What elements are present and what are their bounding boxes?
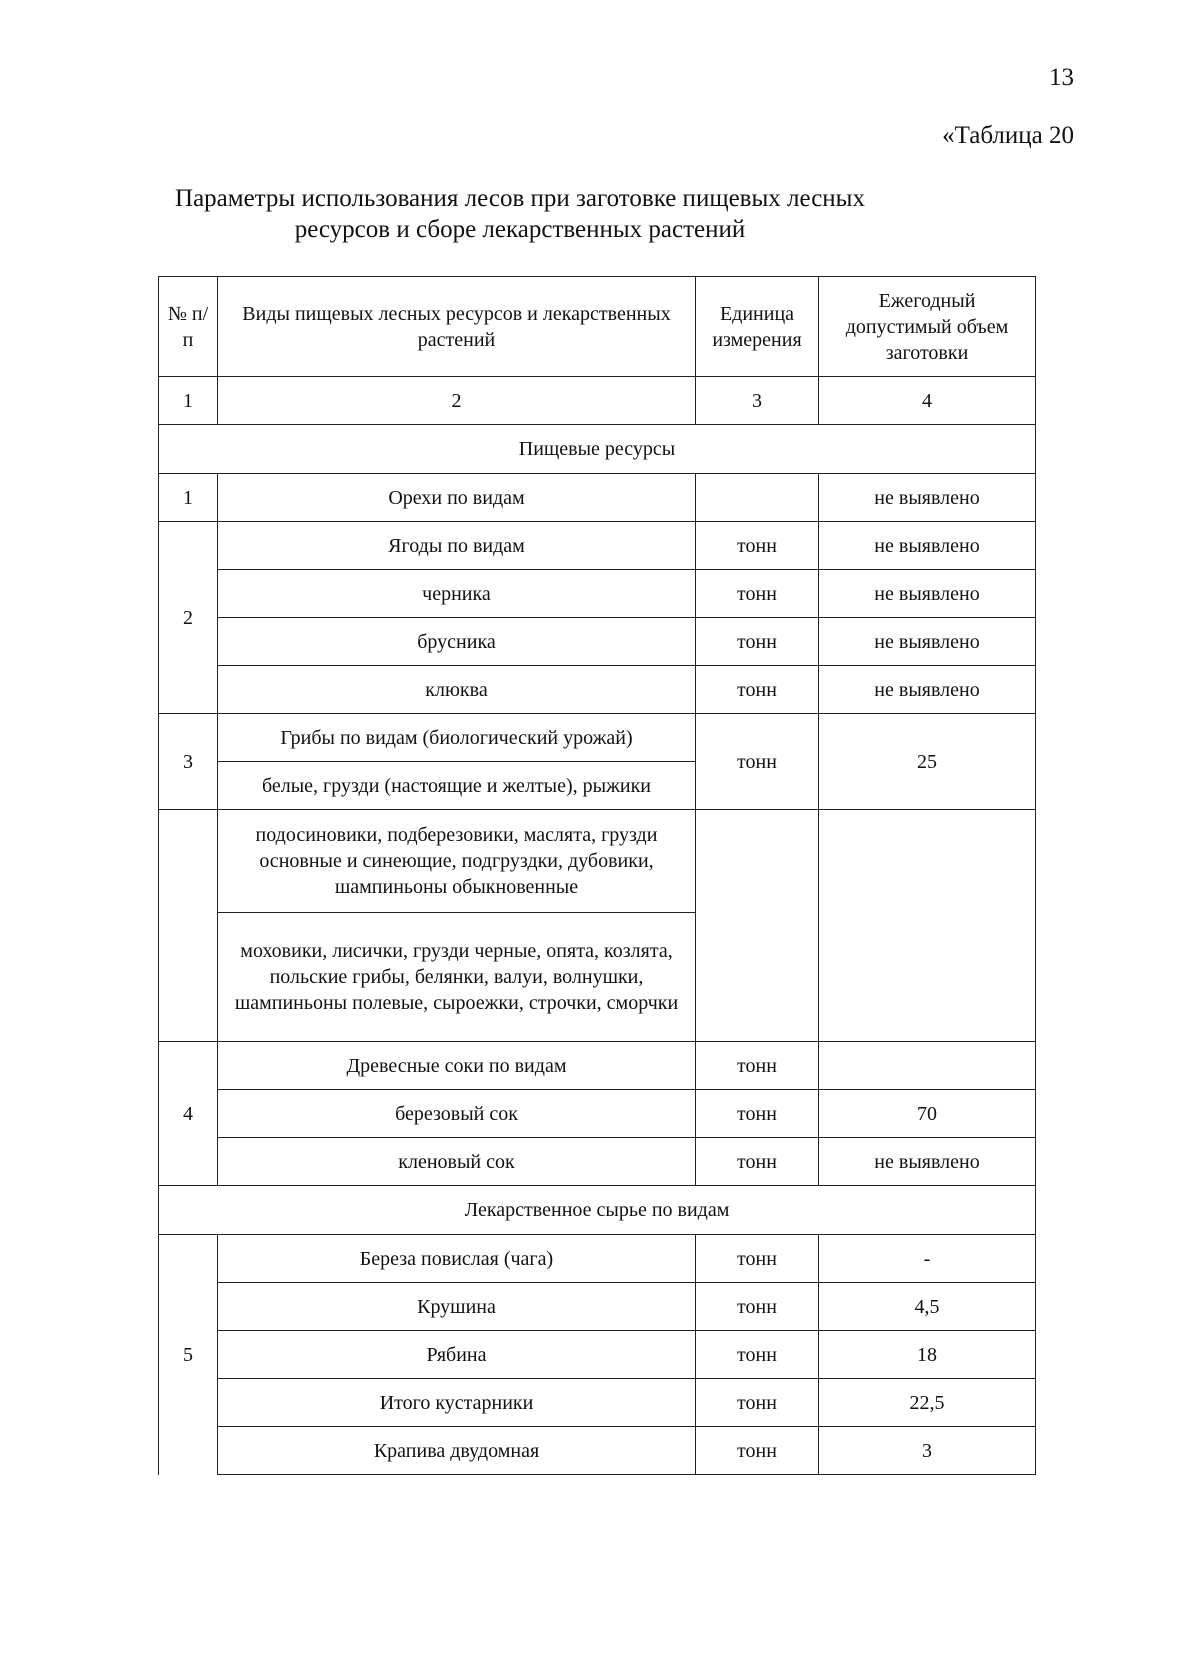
table-row	[159, 1042, 1036, 1090]
table-row	[159, 810, 1036, 913]
volume-cell: 70	[819, 1090, 1036, 1138]
volume-cell: 22,5	[819, 1379, 1036, 1427]
resource-name: Крапива двудомная	[218, 1427, 696, 1475]
column-number-row	[159, 377, 1036, 425]
volume-cell: 4,5	[819, 1283, 1036, 1331]
table-row	[159, 1090, 1036, 1138]
volume-cell: не выявлено	[819, 522, 1036, 570]
table-row	[159, 714, 1036, 762]
row-number	[159, 810, 218, 1042]
table-row	[159, 474, 1036, 522]
resource-name: Ягоды по видам	[218, 522, 696, 570]
table-row	[159, 1283, 1036, 1331]
unit-cell: тонн	[696, 570, 819, 618]
volume-cell: -	[819, 1235, 1036, 1283]
column-number: 2	[218, 377, 696, 425]
table-row	[159, 1427, 1036, 1475]
table-row	[159, 570, 1036, 618]
header-volume: Ежегодный допустимый объем заготовки	[819, 277, 1036, 377]
section-title-medicinal: Лекарственное сырье по видам	[159, 1186, 1036, 1235]
resource-name: моховики, лисички, грузди черные, опята, козлята, польские грибы, белянки, валуи, волнушки, шампиньоны полевые, сыроежки, строчки, сморчки	[218, 913, 696, 1042]
header-kind: Виды пищевых лесных ресурсов и лекарственных растений	[218, 277, 696, 377]
row-number: 5	[159, 1235, 218, 1475]
table-row	[159, 1331, 1036, 1379]
unit-cell: тонн	[696, 1042, 819, 1090]
header-num: № п/п	[159, 277, 218, 377]
table-row	[159, 522, 1036, 570]
resource-name: Крушина	[218, 1283, 696, 1331]
resource-name: Рябина	[218, 1331, 696, 1379]
table-row	[159, 1379, 1036, 1427]
column-number: 4	[819, 377, 1036, 425]
unit-cell	[696, 810, 819, 1042]
volume-cell: не выявлено	[819, 570, 1036, 618]
volume-cell: 25	[819, 714, 1036, 810]
section-row-medicinal	[159, 1186, 1036, 1235]
header-unit: Единица измерения	[696, 277, 819, 377]
resource-name: Грибы по видам (биологический урожай)	[218, 714, 696, 762]
row-number: 1	[159, 474, 218, 522]
column-number: 1	[159, 377, 218, 425]
unit-cell: тонн	[696, 1427, 819, 1475]
resource-name: Итого кустарники	[218, 1379, 696, 1427]
page-number: 13	[1049, 64, 1074, 91]
unit-cell: тонн	[696, 1283, 819, 1331]
page-title: Параметры использования лесов при заготовке пищевых лесных ресурсов и сборе лекарственных растений	[175, 185, 865, 243]
unit-cell: тонн	[696, 1138, 819, 1186]
table-row	[159, 666, 1036, 714]
resource-name: березовый сок	[218, 1090, 696, 1138]
resource-name: Орехи по видам	[218, 474, 696, 522]
volume-cell: 3	[819, 1427, 1036, 1475]
volume-cell: не выявлено	[819, 474, 1036, 522]
resource-name: белые, грузди (настоящие и желтые), рыжики	[218, 762, 696, 810]
volume-cell	[819, 1042, 1036, 1090]
volume-cell: не выявлено	[819, 666, 1036, 714]
unit-cell: тонн	[696, 522, 819, 570]
table-header-row	[159, 277, 1036, 377]
row-number: 3	[159, 714, 218, 810]
resource-name: подосиновики, подберезовики, маслята, грузди основные и синеющие, подгруздки, дубовики, шампиньоны обыкновенные	[218, 810, 696, 913]
unit-cell: тонн	[696, 618, 819, 666]
resource-name: брусника	[218, 618, 696, 666]
volume-cell: 18	[819, 1331, 1036, 1379]
unit-cell: тонн	[696, 1331, 819, 1379]
unit-cell: тонн	[696, 714, 819, 810]
table-label: «Таблица 20	[942, 122, 1074, 149]
resource-name: Береза повислая (чага)	[218, 1235, 696, 1283]
unit-cell: тонн	[696, 666, 819, 714]
volume-cell: не выявлено	[819, 618, 1036, 666]
unit-cell: тонн	[696, 1379, 819, 1427]
unit-cell: тонн	[696, 1235, 819, 1283]
column-number: 3	[696, 377, 819, 425]
section-row-food	[159, 425, 1036, 474]
volume-cell: не выявлено	[819, 1138, 1036, 1186]
volume-cell	[819, 810, 1036, 1042]
resource-name: черника	[218, 570, 696, 618]
unit-cell: тонн	[696, 1090, 819, 1138]
table-row	[159, 1138, 1036, 1186]
resource-name: кленовый сок	[218, 1138, 696, 1186]
row-number: 4	[159, 1042, 218, 1186]
section-title-food: Пищевые ресурсы	[159, 425, 1036, 474]
parameters-table	[158, 276, 1036, 1475]
resource-name: Древесные соки по видам	[218, 1042, 696, 1090]
table-row	[159, 618, 1036, 666]
unit-cell	[696, 474, 819, 522]
table-row	[159, 1235, 1036, 1283]
row-number: 2	[159, 522, 218, 714]
resource-name: клюква	[218, 666, 696, 714]
